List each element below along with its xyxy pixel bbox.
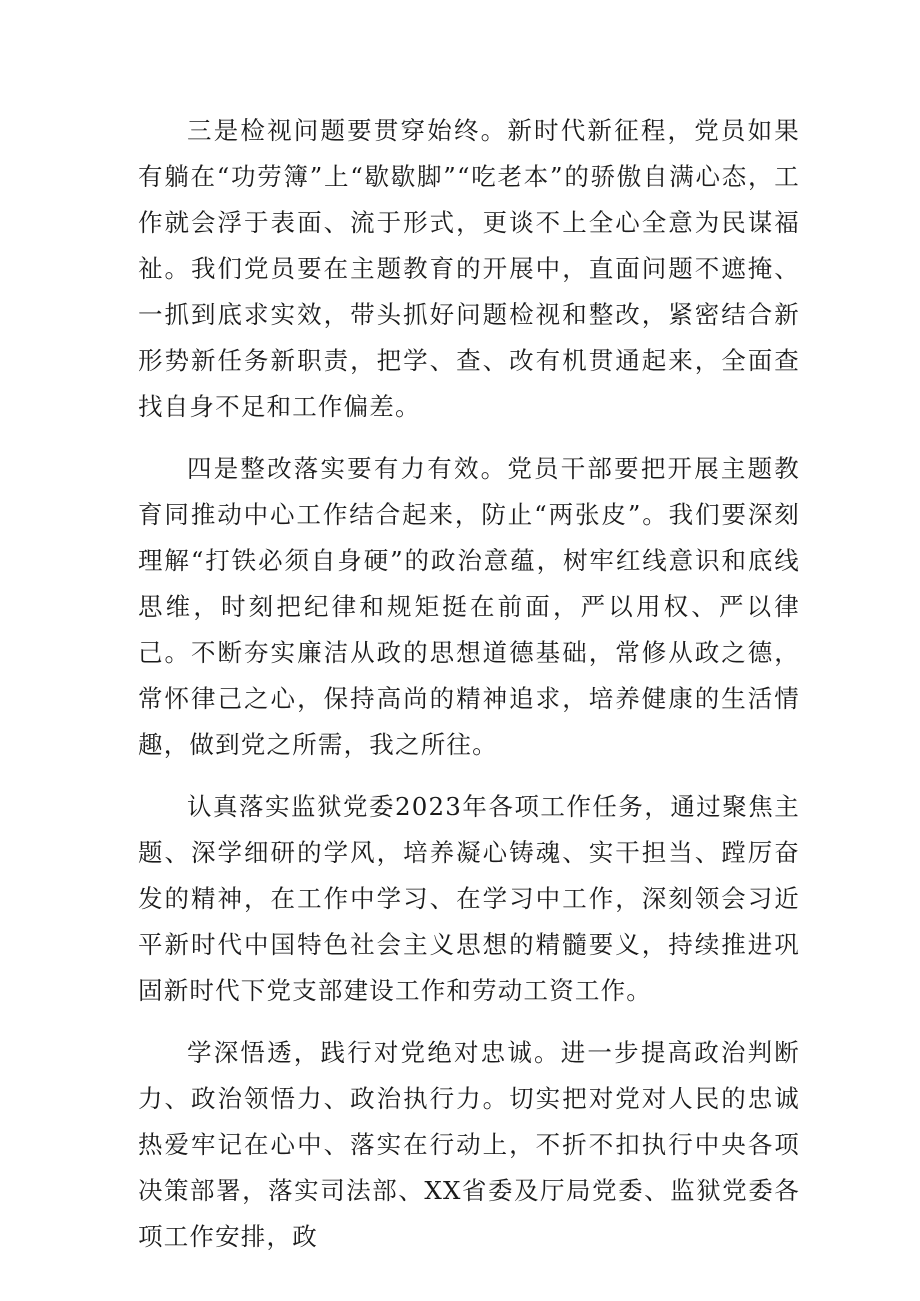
paragraph-implementation: 认真落实监狱党委2023年各项工作任务，通过聚焦主题、深学细研的学风，培养凝心铸魂、实干担当、蹚厉奋发的精神，在工作中学习、在学习中工作，深刻领会习近平新时代中国特色社会主义思想的精髓要义，持续推进巩固新时代下党支部建设工作和劳动工资工作。 [138,792,800,1005]
paragraph-loyalty: 学深悟透，践行对党绝对忠诚。进一步提高政治判断力、政治领悟力、政治执行力。切实把对党对人民的忠诚热爱牢记在心中、落实在行动上，不折不扣执行中央各项决策部署，落实司法部、XX省委及厅局党委、监狱党委各项工作安排，政 [138,1038,800,1251]
paragraph-rectification: 四是整改落实要有力有效。党员干部要把开展主题教育同推动中心工作结合起来，防止“两张皮”。我们要深刻理解“打铁必须自身硬”的政治意蕴，树牢红线意识和底线思维，时刻把纪律和规矩挺在前面，严以用权、严以律己。不断夯实廉洁从政的思想道德基础，常修从政之德，常怀律己之心，保持高尚的精神追求，培养健康的生活情趣，做到党之所需，我之所往。 [138,454,800,759]
document-body [138,108,800,1276]
paragraph-inspection: 三是检视问题要贯穿始终。新时代新征程，党员如果有躺在“功劳簿”上“歇歇脚”“吃老本”的骄傲自满心态，工作就会浮于表面、流于形式，更谈不上全心全意为民谋福祉。我们党员要在主题教育的开展中，直面问题不遮掩、一抓到底求实效，带头抓好问题检视和整改，紧密结合新形势新任务新职责，把学、查、改有机贯通起来，全面查找自身不足和工作偏差。 [138,116,800,421]
